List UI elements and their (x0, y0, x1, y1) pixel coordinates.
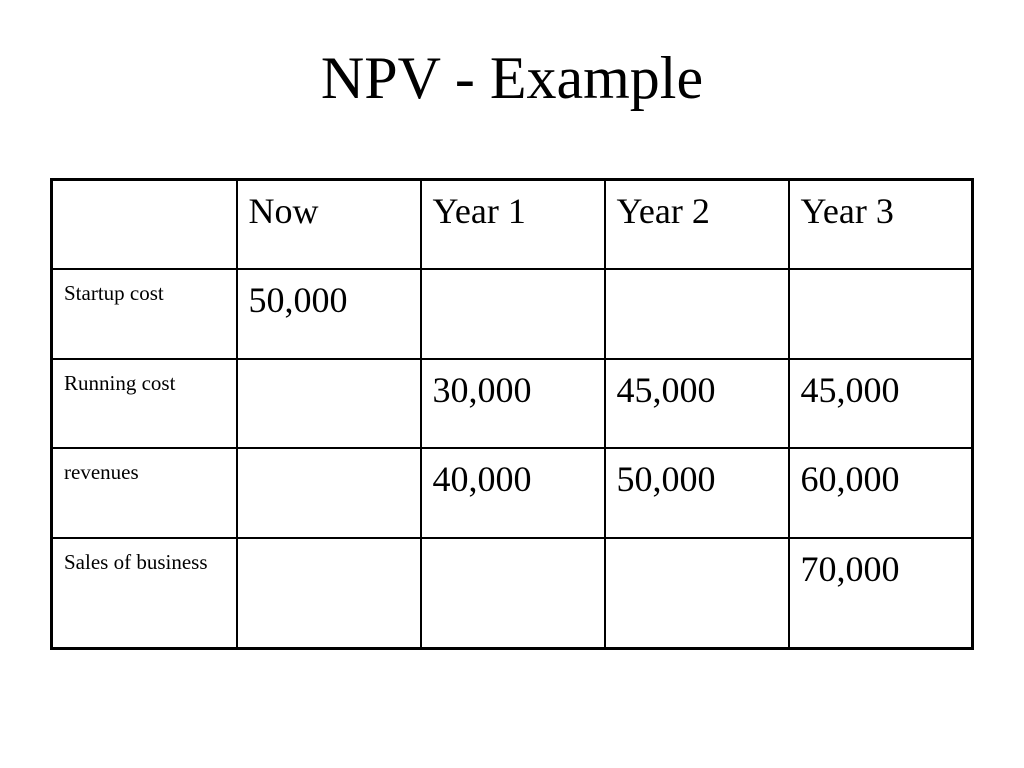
table-cell: 45,000 (789, 359, 973, 449)
table-cell (605, 269, 789, 359)
table-cell: 70,000 (789, 538, 973, 649)
table-cell: 40,000 (421, 448, 605, 538)
row-label: Running cost (52, 359, 237, 449)
row-label: revenues (52, 448, 237, 538)
header-cell-year-2: Year 2 (605, 180, 789, 270)
table-row-sales-of-business (52, 538, 973, 649)
table-cell: 50,000 (605, 448, 789, 538)
table-cell (605, 538, 789, 649)
table-cell (421, 538, 605, 649)
table-cell (421, 269, 605, 359)
table-row-revenues (52, 448, 973, 538)
header-cell-now: Now (237, 180, 421, 270)
table-cell (789, 269, 973, 359)
table-cell (237, 359, 421, 449)
row-label: Sales of business (52, 538, 237, 649)
table-row-running-cost (52, 359, 973, 449)
header-cell-empty (52, 180, 237, 270)
table-cell (237, 448, 421, 538)
table-header-row (52, 180, 973, 270)
table-cell: 30,000 (421, 359, 605, 449)
npv-table (50, 178, 974, 650)
header-cell-year-3: Year 3 (789, 180, 973, 270)
table-cell: 60,000 (789, 448, 973, 538)
table-cell: 45,000 (605, 359, 789, 449)
table-cell: 50,000 (237, 269, 421, 359)
table-row-startup-cost (52, 269, 973, 359)
slide-title: NPV - Example (320, 45, 704, 111)
header-cell-year-1: Year 1 (421, 180, 605, 270)
table-cell (237, 538, 421, 649)
row-label: Startup cost (52, 269, 237, 359)
